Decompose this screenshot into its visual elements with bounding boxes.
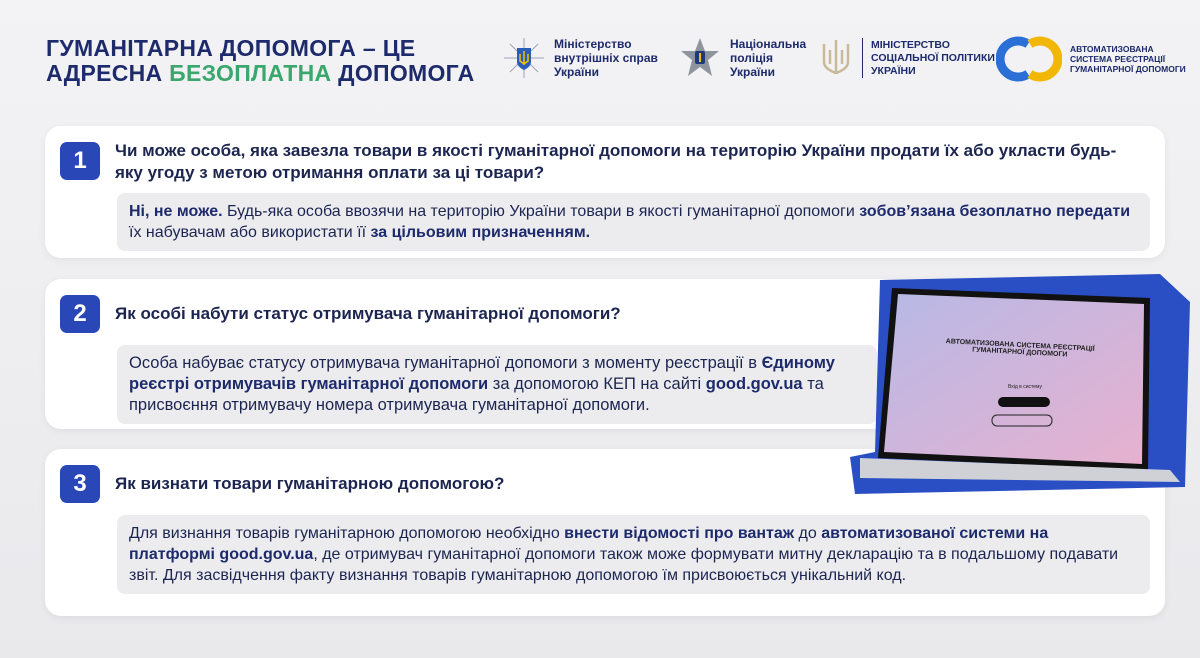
question: Як особі набути статус отримувача гуманітарної допомоги? <box>115 304 621 323</box>
page-title: ГУМАНІТАРНА ДОПОМОГА – ЦЕ АДРЕСНА БЕЗОПЛАТНА ДОПОМОГА <box>46 35 475 86</box>
laptop-illustration <box>850 272 1195 500</box>
question: Як визнати товари гуманітарною допомогою? <box>115 474 505 493</box>
trident-icon <box>818 36 854 80</box>
answer: Для визнання товарів гуманітарною допомогою необхідно внести відомості про вантаж до автоматизованої системи на платформі good.gov.ua, де отримувач гуманітарної допомоги також може формувати митну декларацію та в подальшому подавати звіт. Для засвідчення факту визнання товарів гуманітарною допомогою їм присвоюється унікальний код. <box>117 515 1150 594</box>
logo-good-gov: АВТОМАТИЗОВАНА СИСТЕМА РЕЄСТРАЦІЇ ГУМАНІТАРНОЇ ДОПОМОГИ <box>996 36 1186 82</box>
answer: Ні, не може. Будь-яка особа ввозячи на територію України товари в якості гуманітарної допомоги зобов’язана безоплатно передати їх набувачам або використати її за цільовим призначенням. <box>117 193 1150 251</box>
laptop-screen-title: АВТОМАТИЗОВАНА СИСТЕМА РЕЄСТРАЦІЇ ГУМАНІТАРНОЇ ДОПОМОГИ <box>945 338 1095 359</box>
laptop-screen-login: Вхід в систему <box>1007 384 1043 390</box>
number-badge: 1 <box>60 142 100 180</box>
logo-police: Національна поліція України <box>678 36 806 80</box>
number-badge: 2 <box>60 295 100 333</box>
mvs-emblem-icon <box>502 36 546 80</box>
question: Чи може особа, яка завезла товари в якості гуманітарної допомоги на територію України продати їх або укласти будь-яку угоду з метою отримання оплати за ці товари? <box>115 141 1117 182</box>
police-star-icon <box>678 36 722 80</box>
rings-logo-icon <box>996 36 1062 82</box>
logo-mvs: Міністерство внутрішніх справ України <box>502 36 658 80</box>
faq-card-1 <box>45 126 1165 258</box>
answer: Особа набуває статусу отримувача гуманітарної допомоги з моменту реєстрації в Єдиному реєстрі отримувачів гуманітарної допомоги за допомогою КЕП на сайті good.gov.ua та присвоєння отримувачу номера отримувача гуманітарної допомоги. <box>117 345 877 424</box>
number-badge: 3 <box>60 465 100 503</box>
logo-msp: МІНІСТЕРСТВО СОЦІАЛЬНОЇ ПОЛІТИКИ УКРАЇНИ <box>818 36 995 80</box>
